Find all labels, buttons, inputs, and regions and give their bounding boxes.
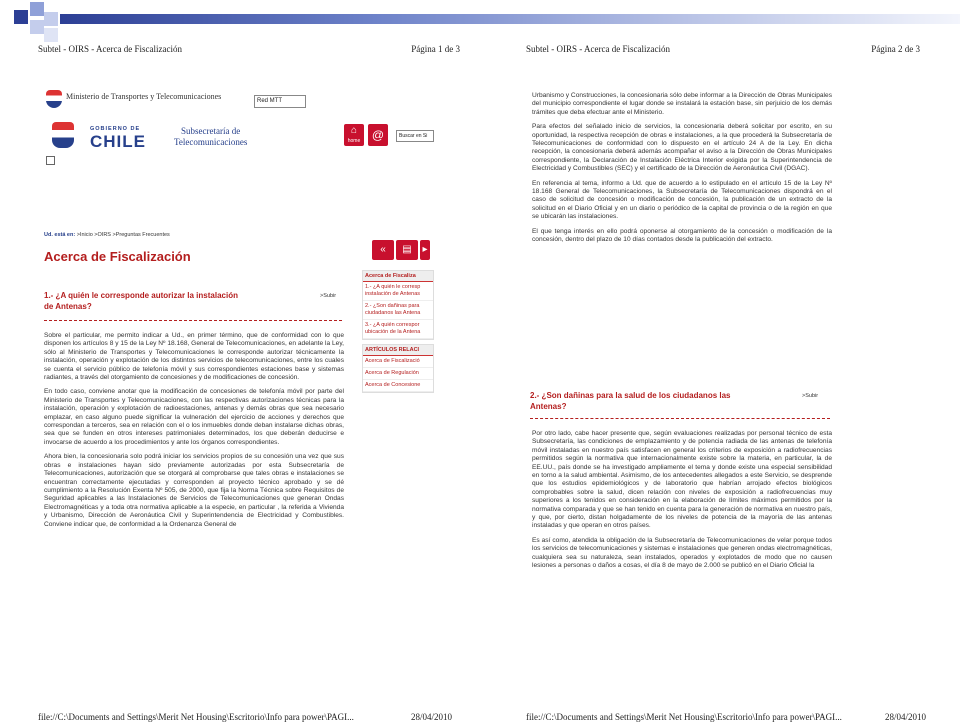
- subsecretaria-line-1: Subsecretaría de: [181, 126, 241, 136]
- sidebar-item[interactable]: 1.- ¿A quién le corresp instalación de Antenas: [363, 282, 433, 301]
- paragraph: Es así como, atendida la obligación de la Subsecretaría de Telecomunicaciones de velar porque todos los servicios de telecomunicaciones y sistemas e instalaciones que generen ondas electromagnéticas, cualquiera sea su naturaleza, sean instalados, operados y explotados de modo que no causen lesiones a personas o daños a cosas, el día 8 de mayo de 2.000 se publicó en el Diario Oficial la: [532, 536, 832, 570]
- share-icon[interactable]: ▸: [420, 240, 430, 260]
- question-1-title: [44, 290, 238, 312]
- breadcrumb-label: Ud. está en:: [44, 232, 76, 238]
- ministry-name: Ministerio de Transportes y Telecomunicaciones: [66, 92, 222, 101]
- at-email-icon[interactable]: @: [368, 124, 388, 146]
- sidebar-item[interactable]: Acerca de Fiscalizació: [363, 356, 433, 368]
- article-body-bottom: [532, 430, 832, 577]
- home-button-label: home: [347, 138, 361, 144]
- subsecretaria-line-2: Telecomunicaciones: [174, 137, 248, 147]
- coat-of-arms-icon: [46, 90, 62, 108]
- slide-deco-square: [30, 2, 44, 16]
- paragraph: Para efectos del señalado inicio de servicios, la concesionaria deberá solicitar por escrito, en su oportunidad, la respectiva recepción de obras e instalaciones, a la que procederá la Subsecretaría de Telecomunicaciones de conformidad con lo dispuesto en el artículo 24 A de la Ley. En dicha recepción, la concesionaria deberá además acompañar el aviso a la Dirección de Obras Municipales correspondiente, la Declaración de Instalación Eléctrica Interior exigida por la Superintendencia de Electricidad y Combustibles (SEC) y el certificado de la Dirección de Aeronáutica Civil (DGAC).: [532, 123, 832, 173]
- question-2-line-1: 2.- ¿Son dañinas para la salud de los ciudadanos las: [530, 391, 731, 400]
- paragraph: Ahora bien, la concesionaria solo podrá iniciar los servicios propios de su concesión una vez que sus obras e instalaciones hayan sido previamente autorizadas por esta Subsecretaría de Telecomunicaciones, autorización que se otorgará al comprobarse que tales obras e instalaciones se encuentran correctamente ejecutadas y corresponden al proyecto técnico aprobado y se dé cumplimiento a la Resolución Exenta Nº 505, de 2000, que fija la Norma Técnica sobre Requisitos de Seguridad aplicables a las Instalaciones de Servicios de Telecomunicaciones que generan Ondas Electromagnéticas y a toda otra normativa aplicable a la especie, en particular , la referida a Vivienda y Urbanismo, Dirección de Aeronáutica Civil y Superintendencia de Electricidad y Combustibles. Conviene indicar que, de conformidad a la Ordenanza General de: [44, 453, 344, 528]
- sidebar-item[interactable]: Acerca de Concesione: [363, 380, 433, 392]
- footer-path: file://C:\Documents and Settings\Merit Net Housing\Escritorio\Info para power\PAGI...: [38, 712, 354, 722]
- page-footer: [38, 712, 478, 722]
- broken-image-icon: [46, 156, 55, 165]
- sidebar-item[interactable]: 2.- ¿Son dañinas para ciudadanos las Antena: [363, 301, 433, 320]
- sidebar-box-related: [362, 344, 434, 393]
- sidebar-item[interactable]: Acerca de Regulación: [363, 368, 433, 380]
- page-header: [38, 44, 478, 54]
- slide-deco-square: [44, 12, 58, 26]
- red-mtt-select[interactable]: Red MTT: [254, 95, 306, 108]
- page-number: Página 1 de 3: [411, 44, 460, 54]
- page-header: [526, 44, 960, 54]
- page-title: Acerca de Fiscalización: [44, 249, 191, 264]
- chile-crest-icon: [52, 122, 74, 148]
- sidebar: [362, 270, 434, 397]
- slide-deco-square: [44, 28, 58, 42]
- printed-page-1: [38, 44, 478, 720]
- footer-date: 28/04/2010: [884, 712, 926, 722]
- paragraph: Por otro lado, cabe hacer presente que, según evaluaciones realizadas por personal técnico de esta Subsecretaría, las condiciones de emplazamiento y de potencia radiada de las antenas de telefonía móvil instaladas en nuestro país satisfacen en general los criterios de exposición a radiofrecuencias permitidos según la normativa que internacionalmente existe sobre la materia, en particular, la de EE.UU., país donde se ha investigado ampliamente el tema y donde existe una especial sensibilidad en torno a la salud ambiental. Asimismo, de los antecedentes allegados a este Servicio, se desprende que los estudios epidemiológicos y de laboratorio que habrían arrojado efectos biológicos comprobables sobre la salud, dicen relación con niveles de exposición a radiofrecuencias muy superiores a los tenidos en consideración en la elaboración de límites máximos permitidos por la normativa comparada y que se han tenido en cuenta para la generación de normativa en nuestro país, y que, por cierto, distan holgadamente de los niveles de potencia de la mayoría de las antenas instaladas y que operan en otros países.: [532, 430, 832, 530]
- search-input[interactable]: Buscar en Si: [396, 130, 434, 142]
- sidebar-item[interactable]: 3.- ¿A quién correspor ubicación de la Antena: [363, 320, 433, 339]
- home-icon: ⌂: [350, 125, 358, 136]
- footer-date: 28/04/2010: [410, 712, 452, 722]
- slide-title-bar: [60, 14, 960, 24]
- section-divider: [44, 320, 342, 321]
- question-1-line-1: 1.- ¿A quién le corresponde autorizar la instalación: [44, 291, 238, 300]
- sidebar-box-faq: [362, 270, 434, 340]
- gobierno-label: GOBIERNO DE: [90, 126, 141, 132]
- subir-link[interactable]: >Subir: [320, 293, 337, 299]
- question-1-line-2: de Antenas?: [44, 302, 92, 311]
- sidebar-header: Acerca de Fiscaliza: [363, 271, 433, 282]
- paragraph: El que tenga interés en ello podrá oponerse al otorgamiento de la concesión o modificación de la concesión, dentro del plazo de 10 días contados desde la publicación del extracto.: [532, 227, 832, 244]
- slide-deco-square: [30, 20, 44, 34]
- article-body: [44, 332, 344, 535]
- paragraph: En todo caso, conviene anotar que la modificación de concesiones de telefonía móvil por parte del Ministerio de Transportes y Telecomunicaciones, con las respectivas autorizaciones técnicas para la instalación, operación y explotación de radioestaciones, antenas y demás obras que sea necesario emplazar, en caso alguno puede significar la vulneración del ejercicio de acciones y derechos que correspondan a terceros, sea en relación con el o los inmuebles donde deban instalarse dichas obras, sea que se funden en otros intereses patrimoniales determinados, los que deberán deducirse e invocarse de acuerdo a los procedimientos y ante los órganos correspondientes.: [44, 388, 344, 446]
- print-icon[interactable]: ▤: [396, 240, 418, 260]
- paragraph: Sobre el particular, me permito indicar a Ud., en primer término, que de conformidad con lo que disponen los artículos 8 y 15 de la Ley Nº 18.168, General de Telecomunicaciones, en adelante la Ley, sólo al Ministerio de Transportes y Telecomunicaciones le corresponde autorizar técnicamente la instalación, operación y explotación de los distintos servicios de telecomunicaciones, entre los cuales se cuenta el servicio público de telefonía móvil y sus correspondientes estaciones base y sistemas radiantes, a través del otorgamiento de concesiones y de modificaciones de concesión.: [44, 332, 344, 382]
- back-icon[interactable]: «: [372, 240, 394, 260]
- subir-link[interactable]: >Subir: [802, 393, 819, 399]
- chile-logo-text: CHILE: [90, 132, 146, 151]
- paragraph: En referencia al tema, informo a Ud. que de acuerdo a lo estipulado en el artículo 15 de la Ley Nº 18.168 General de Telecomunicaciones, la Subsecretaría de Telecomunicaciones dispondrá en el caso de solicitud de concesión o modificación de concesión, la publicación de un extracto de la solicitud en el Diario Oficial y en un diario o periódico de la capital de provincia o de la región en que se ubicarán las instalaciones.: [532, 179, 832, 221]
- page-footer: [526, 712, 960, 722]
- subsecretaria-title: [174, 126, 247, 148]
- article-body-top: [532, 92, 832, 251]
- breadcrumb-path[interactable]: >Inicio >OIRS >Preguntas Frecuentes: [76, 232, 170, 238]
- section-divider: [530, 418, 830, 419]
- question-2-line-2: Antenas?: [530, 402, 567, 411]
- page-number: Página 2 de 3: [871, 44, 920, 54]
- sidebar-header: ARTÍCULOS RELACI: [363, 345, 433, 356]
- page-header-title: Subtel - OIRS - Acerca de Fiscalización: [38, 44, 182, 54]
- slide-deco-square: [14, 10, 28, 24]
- paragraph: Urbanismo y Construcciones, la concesionaria sólo debe informar a la Dirección de Obras Municipales del municipio correspondiente el lugar donde se instalará la estación base, sin perjuicio de los demás trámites que deba efectuar ante el Ministerio.: [532, 92, 832, 116]
- breadcrumb: [44, 232, 170, 238]
- page-header-title: Subtel - OIRS - Acerca de Fiscalización: [526, 44, 670, 54]
- printed-page-2: [526, 44, 960, 720]
- home-button[interactable]: [344, 124, 364, 146]
- footer-path: file://C:\Documents and Settings\Merit Net Housing\Escritorio\Info para power\PAGI...: [526, 712, 842, 722]
- question-2-title: [530, 390, 731, 412]
